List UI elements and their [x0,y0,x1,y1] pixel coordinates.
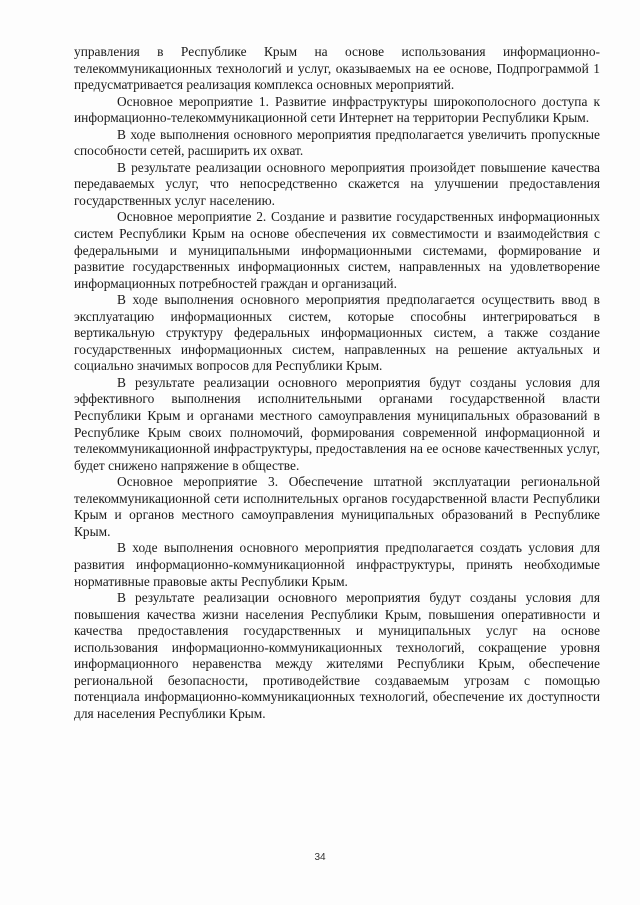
paragraph-continuation: управления в Республике Крым на основе использования информационно-телекоммуникационных технологий и услуг, оказываемых на ее основе, Подпрограммой 1 предусматривается реализация комплекса основных мероприятий. [74,44,600,93]
paragraph-activity-2-plan: В ходе выполнения основного мероприятия предполагается осуществить ввод в эксплуатацию информационных систем, которые способны интегрироваться в вертикальную структуру федеральных информационных систем, а также создание государственных информационных систем, направленных на решение актуальных и социально значимых вопросов для Республики Крым. [74,292,600,374]
paragraph-activity-1-title: Основное мероприятие 1. Развитие инфраструктуры широкополосного доступа к информационно-телекоммуникационной сети Интернет на территории Республики Крым. [74,93,600,126]
paragraph-activity-1-plan: В ходе выполнения основного мероприятия предполагается увеличить пропускные способности сетей, расширить их охват. [74,126,600,159]
page-number: 34 [314,852,326,863]
paragraph-activity-2-result: В результате реализации основного мероприятия будут созданы условия для эффективного выполнения исполнительными органами государственной власти Республики Крым и органами местного самоуправления муниципальных образований в Республике Крым своих полномочий, формирования современной информационной и телекоммуникационной инфраструктуры, предоставления на ее основе качественных услуг, будет снижено напряжение в обществе. [74,374,600,473]
document-body [74,44,600,722]
paragraph-activity-1-result: В результате реализации основного мероприятия произойдет повышение качества передаваемых услуг, что непосредственно скажется на улучшении предоставления государственных услуг населению. [74,159,600,208]
paragraph-activity-3-result: В результате реализации основного мероприятия будут созданы условия для повышения качества жизни населения Республики Крым, повышения оперативности и качества предоставления государственных и муниципальных услуг на основе использования информационно-коммуникационных технологий, сокращение уровня информационного неравенства между жителями Республики Крым, обеспечение региональной безопасности, противодействие создаваемым угрозам с помощью потенциала информационно-коммуникационных технологий, обеспечение их доступности для населения Республики Крым. [74,590,600,721]
paragraph-activity-3-title: Основное мероприятие 3. Обеспечение штатной эксплуатации региональной телекоммуникационной сети исполнительных органов государственной власти Республики Крым и органов местного самоуправления муниципальных образований в Республике Крым. [74,474,600,539]
paragraph-activity-2-title: Основное мероприятие 2. Создание и развитие государственных информационных систем Республики Крым на основе обеспечения их совместимости и взаимодействия с федеральными и муниципальными информационными системами, формирование и развитие государственных информационных систем, направленных на удовлетворение информационных потребностей граждан и организаций. [74,209,600,291]
paragraph-activity-3-plan: В ходе выполнения основного мероприятия предполагается создать условия для развития информационно-коммуникационной инфраструктуры, принять необходимые нормативные правовые акты Республики Крым. [74,540,600,589]
